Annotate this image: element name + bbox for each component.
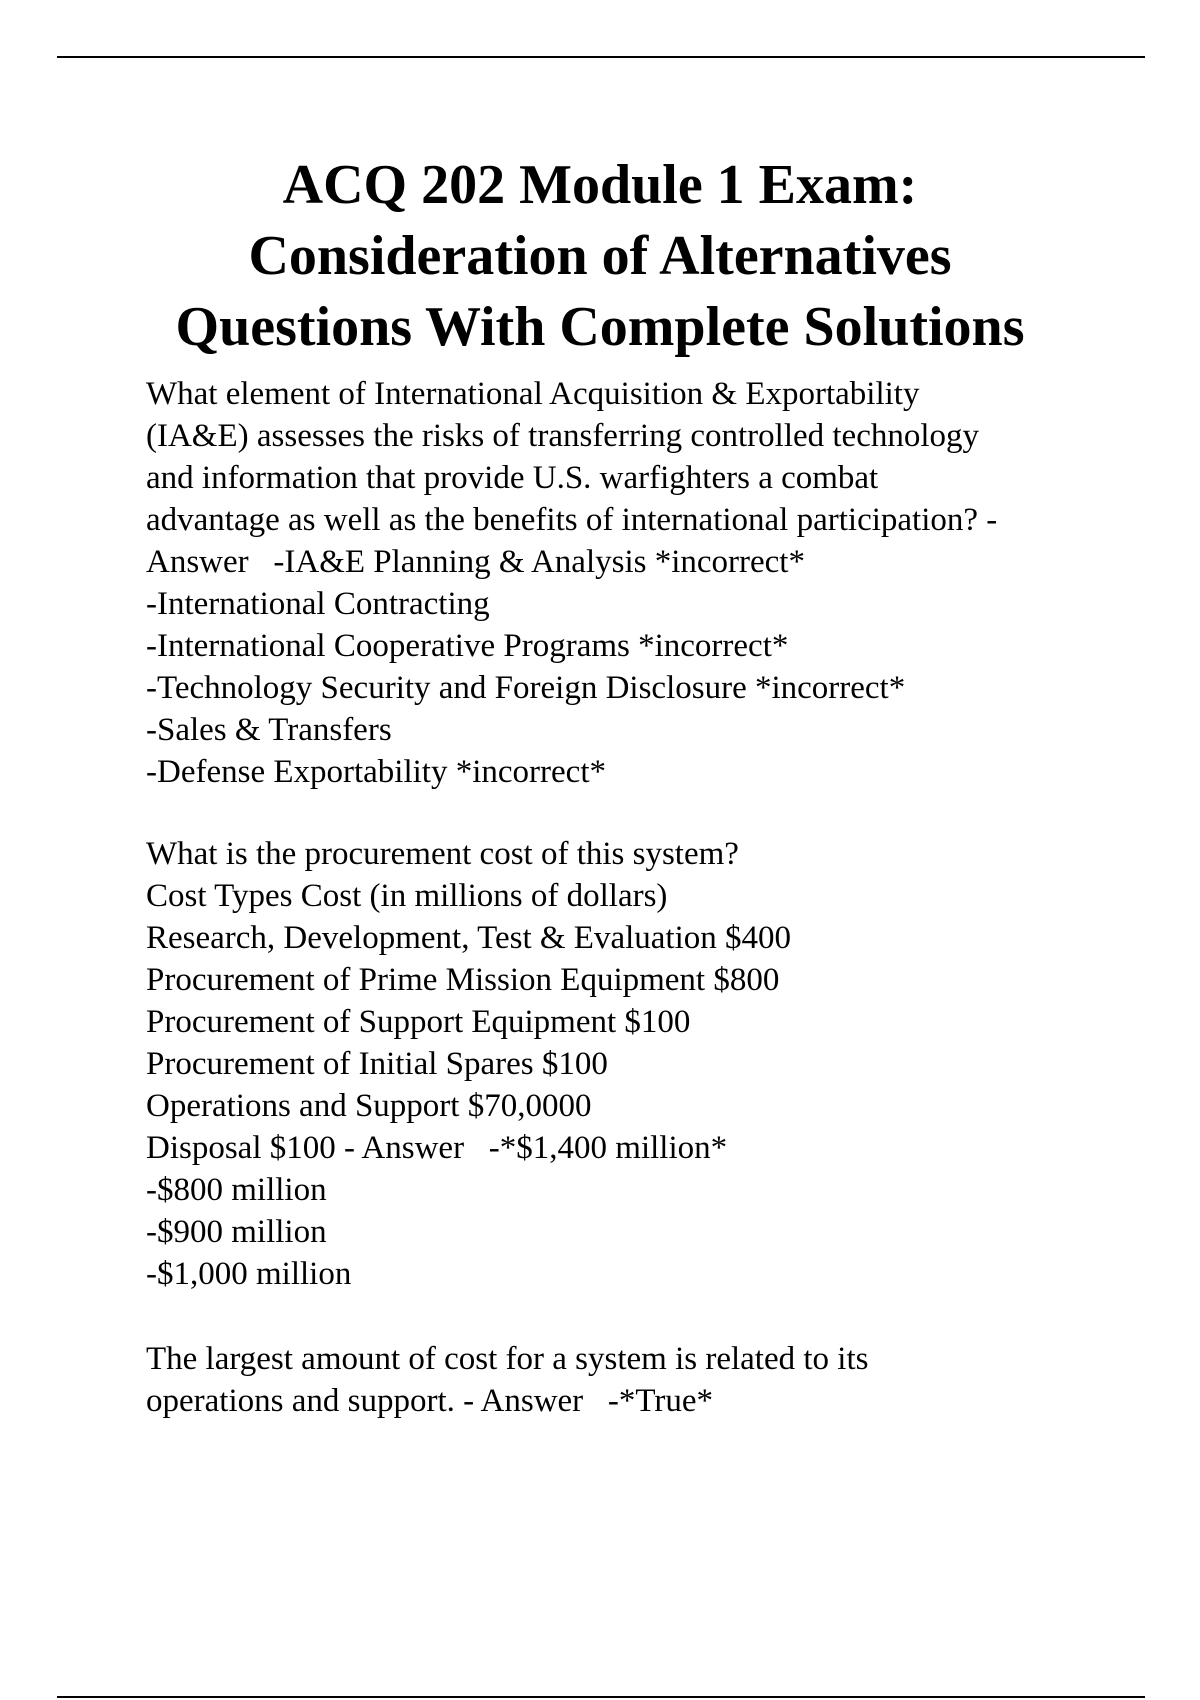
title-line: Questions With Complete Solutions — [175, 296, 1025, 358]
question-block-3 — [146, 1338, 1146, 1422]
question-line: and information that provide U.S. warfighters a combat — [146, 460, 879, 496]
option-line: -Technology Security and Foreign Disclosure *incorrect* — [146, 670, 906, 706]
title-line: Consideration of Alternatives — [248, 225, 952, 287]
option-line: -$1,000 million — [146, 1256, 352, 1292]
option-line: -International Cooperative Programs *incorrect* — [146, 628, 789, 664]
question-block-2 — [146, 833, 1146, 1295]
option-line: -$800 million — [146, 1172, 327, 1208]
answer-line: operations and support. - Answer -*True* — [146, 1383, 714, 1419]
question-line: What element of International Acquisition & Exportability — [146, 376, 920, 412]
option-line: -Defense Exportability *incorrect* — [146, 754, 606, 790]
question-line: Procurement of Prime Mission Equipment $800 — [146, 962, 780, 998]
title-line: ACQ 202 Module 1 Exam: — [282, 154, 918, 216]
answer-line: Disposal $100 - Answer -*$1,400 million* — [146, 1130, 728, 1166]
header-rule — [57, 56, 1145, 58]
question-block-1 — [146, 373, 1146, 793]
document-title — [100, 150, 1100, 363]
question-line: Procurement of Initial Spares $100 — [146, 1046, 608, 1082]
footer-rule — [57, 1696, 1145, 1698]
question-line: advantage as well as the benefits of international participation? - — [146, 502, 998, 538]
option-line: -International Contracting — [146, 586, 490, 622]
question-line: Procurement of Support Equipment $100 — [146, 1004, 691, 1040]
answer-line: Answer -IA&E Planning & Analysis *incorrect* — [146, 544, 805, 580]
option-line: -$900 million — [146, 1214, 327, 1250]
question-line: The largest amount of cost for a system is related to its — [146, 1341, 869, 1377]
document-body — [146, 373, 1146, 1422]
option-line: -Sales & Transfers — [146, 712, 392, 748]
question-line: Cost Types Cost (in millions of dollars) — [146, 878, 668, 914]
question-line: Operations and Support $70,0000 — [146, 1088, 592, 1124]
question-line: What is the procurement cost of this system? — [146, 836, 739, 872]
question-line: Research, Development, Test & Evaluation $400 — [146, 920, 791, 956]
question-line: (IA&E) assesses the risks of transferring controlled technology — [146, 418, 980, 454]
